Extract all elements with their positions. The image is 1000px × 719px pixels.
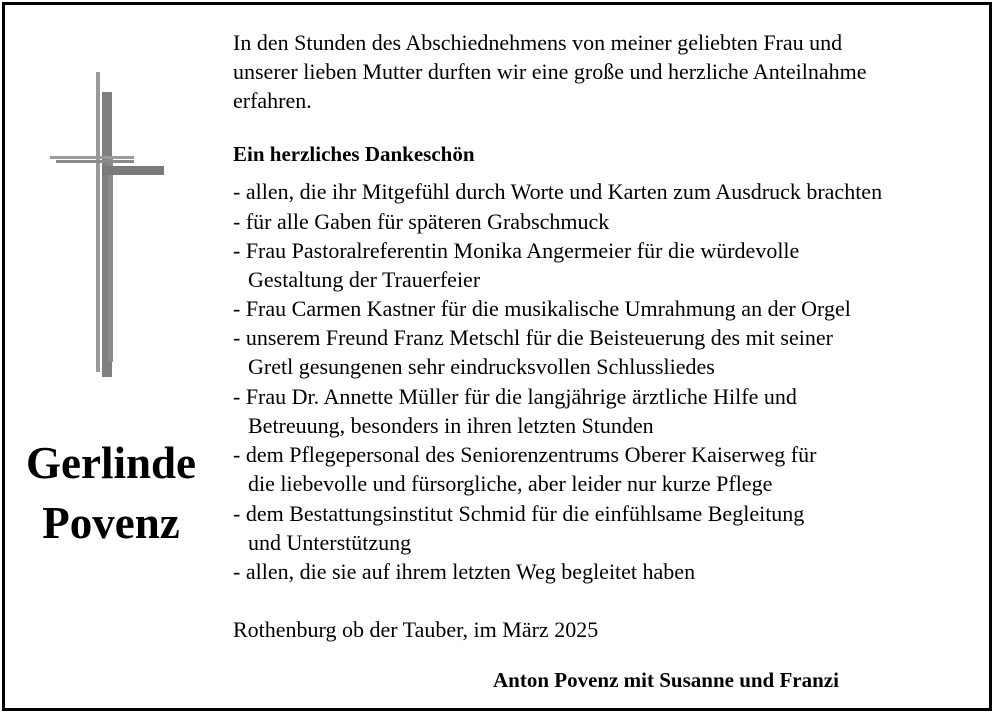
list-line: - dem Pflegepersonal des Seniorenzentrums Oberer Kaiserweg für <box>233 442 817 467</box>
list-line: und Unterstützung <box>248 530 412 555</box>
list-line: - Frau Carmen Kastner für die musikalische Umrahmung an der Orgel <box>233 296 851 321</box>
list-line: - Frau Dr. Annette Müller für die langjährige ärztliche Hilfe und <box>233 384 797 409</box>
list-line: - für alle Gaben für späteren Grabschmuck <box>233 209 610 234</box>
list-line: - allen, die sie auf ihrem letzten Weg begleitet haben <box>233 559 696 584</box>
intro-line: unserer lieben Mutter durften wir eine große und herzliche Anteilnahme <box>233 59 867 84</box>
list-line: - dem Bestattungsinstitut Schmid für die einfühlsame Begleitung <box>233 501 805 526</box>
deceased-last-name: Povenz <box>42 498 180 548</box>
list-line: - Frau Pastoralreferentin Monika Angermeier für die würdevolle <box>233 238 800 263</box>
list-line: - unserem Freund Franz Metschl für die Beisteuerung des mit seiner <box>233 325 833 350</box>
list-line: - allen, die ihr Mitgefühl durch Worte und Karten zum Ausdruck brachten <box>233 179 883 204</box>
list-line: die liebevolle und fürsorgliche, aber leider nur kurze Pflege <box>248 471 773 496</box>
signature: Anton Povenz mit Susanne und Franzi <box>493 668 839 692</box>
intro-line: erfahren. <box>233 88 312 113</box>
intro-line: In den Stunden des Abschiednehmens von meiner geliebten Frau und <box>233 30 843 55</box>
cross-icon <box>46 72 166 377</box>
list-line: Betreuung, besonders in ihren letzten Stunden <box>248 413 654 438</box>
deceased-first-name: Gerlinde <box>26 438 196 488</box>
thanks-heading: Ein herzliches Dankeschön <box>233 142 475 166</box>
list-line: Gestaltung der Trauerfeier <box>248 267 481 292</box>
list-line: Gretl gesungenen sehr eindrucksvollen Schlussliedes <box>248 354 715 379</box>
place-date: Rothenburg ob der Tauber, im März 2025 <box>233 617 599 642</box>
